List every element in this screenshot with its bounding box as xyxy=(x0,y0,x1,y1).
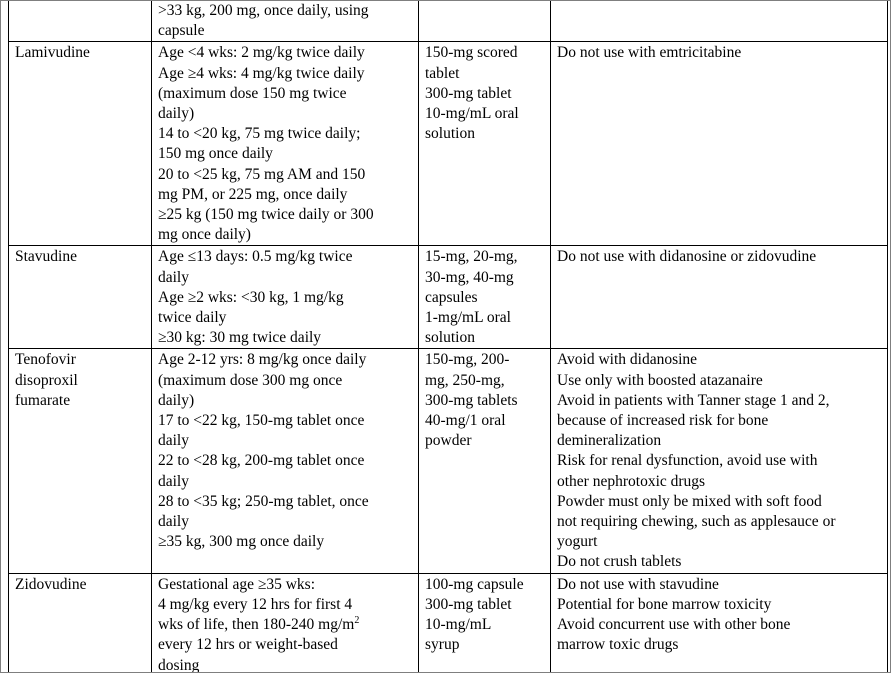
dosing-table xyxy=(8,0,888,673)
drug-name-cell xyxy=(9,0,152,42)
formulation-line: 150-mg scored xyxy=(425,44,518,62)
dosing-line: Age 2-12 yrs: 8 mg/kg once daily xyxy=(158,351,367,369)
dosing-cell xyxy=(152,573,419,673)
drug-name-cell xyxy=(9,42,152,246)
formulation-line: 10-mg/mL oral xyxy=(425,105,519,123)
formulation-cell xyxy=(419,349,551,573)
notes-cell xyxy=(551,573,888,673)
formulation-line: 150-mg, 200- xyxy=(425,351,510,369)
formulation-line: 30-mg, 40-mg xyxy=(425,268,514,286)
dosing-line: mg PM, or 225 mg, once daily xyxy=(158,185,348,203)
table-row xyxy=(9,0,888,42)
formulation-line: 1-mg/mL oral xyxy=(425,309,511,327)
dosing-cell xyxy=(152,0,419,42)
formulation-line: 100-mg capsule xyxy=(425,575,524,593)
formulation-cell xyxy=(419,42,551,246)
notes-line: Powder must only be mixed with soft food xyxy=(557,492,822,510)
notes-cell xyxy=(551,349,888,573)
notes-cell xyxy=(551,42,888,246)
formulation-line: solution xyxy=(425,329,475,347)
notes-line: Do not use with emtricitabine xyxy=(557,44,742,62)
table-row xyxy=(9,246,888,349)
drug-name-line: Lamivudine xyxy=(15,44,90,62)
formulation-line: 15-mg, 20-mg, xyxy=(425,248,518,266)
formulation-line: mg, 250-mg, xyxy=(425,371,505,389)
formulation-line: 300-mg tablet xyxy=(425,595,512,613)
dosing-line: 20 to <25 kg, 75 mg AM and 150 xyxy=(158,165,366,183)
notes-line: because of increased risk for bone xyxy=(557,412,769,430)
dosing-line: Age <4 wks: 2 mg/kg twice daily xyxy=(158,44,365,62)
dosing-line: Age ≥2 wks: <30 kg, 1 mg/kg xyxy=(158,288,344,306)
dosing-line: 28 to <35 kg; 250-mg tablet, once xyxy=(158,492,369,510)
dosing-line: every 12 hrs or weight-based xyxy=(158,636,338,654)
formulation-line: tablet xyxy=(425,64,460,82)
drug-name-line: fumarate xyxy=(15,391,71,409)
formulation-line: 300-mg tablets xyxy=(425,391,518,409)
dosing-line: ≥35 kg, 300 mg once daily xyxy=(158,533,325,551)
drug-name-line: disoproxil xyxy=(15,371,78,389)
dosing-line: Gestational age ≥35 wks: xyxy=(158,575,316,593)
dosing-line: daily xyxy=(158,472,189,490)
dosing-line: daily) xyxy=(158,391,195,409)
dosing-line: 150 mg once daily xyxy=(158,145,273,163)
formulation-line: syrup xyxy=(425,636,460,654)
dosing-line: ≥25 kg (150 mg twice daily or 300 xyxy=(158,206,374,224)
dosing-cell xyxy=(152,349,419,573)
notes-cell xyxy=(551,246,888,349)
drug-name-line: Tenofovir xyxy=(15,351,76,369)
notes-line: Avoid concurrent use with other bone xyxy=(557,616,791,634)
dosing-line: (maximum dose 150 mg twice xyxy=(158,84,347,102)
formulation-line: powder xyxy=(425,432,472,450)
table-row xyxy=(9,573,888,673)
dosing-line: 17 to <22 kg, 150-mg tablet once xyxy=(158,412,365,430)
notes-line: demineralization xyxy=(557,432,662,450)
dosing-line: Age ≤13 days: 0.5 mg/kg twice xyxy=(158,248,353,266)
formulation-line: 300-mg tablet xyxy=(425,84,512,102)
dosing-line: dosing xyxy=(158,656,200,673)
dosing-line: 14 to <20 kg, 75 mg twice daily; xyxy=(158,125,361,143)
notes-line: Do not use with stavudine xyxy=(557,575,719,593)
drug-name-line: Stavudine xyxy=(15,248,77,266)
notes-line: Do not crush tablets xyxy=(557,553,682,571)
formulation-line: 10-mg/mL xyxy=(425,616,492,634)
notes-line: not requiring chewing, such as applesauce or xyxy=(557,513,836,531)
dosing-line: (maximum dose 300 mg once xyxy=(158,371,343,389)
formulation-line: 40-mg/1 oral xyxy=(425,412,506,430)
dosing-line: 22 to <28 kg, 200-mg tablet once xyxy=(158,452,365,470)
notes-line: Potential for bone marrow toxicity xyxy=(557,595,772,613)
dosing-line: wks of life, then 180-240 $mg/m^2$ xyxy=(158,614,360,634)
dosing-table-body xyxy=(9,0,888,673)
notes-line: Do not use with didanosine or zidovudine xyxy=(557,248,817,266)
notes-line: Risk for renal dysfunction, avoid use with xyxy=(557,452,818,470)
dosing-line: daily xyxy=(158,432,189,450)
notes-line: Use only with boosted atazanaire xyxy=(557,371,763,389)
dosing-line: Age ≥4 wks: 4 mg/kg twice daily xyxy=(158,64,365,82)
formulation-cell xyxy=(419,0,551,42)
formulation-cell xyxy=(419,573,551,673)
dosing-line: twice daily xyxy=(158,309,227,327)
drug-name-line: Zidovudine xyxy=(15,575,87,593)
dosing-line: daily xyxy=(158,268,189,286)
notes-line: marrow toxic drugs xyxy=(557,636,679,654)
drug-name-cell xyxy=(9,349,152,573)
notes-line: yogurt xyxy=(557,533,598,551)
dosing-line: daily) xyxy=(158,105,195,123)
dosing-line: ≥30 kg: 30 mg twice daily xyxy=(158,329,322,347)
notes-line: other nephrotoxic drugs xyxy=(557,472,706,490)
drug-name-cell xyxy=(9,246,152,349)
dosing-line: mg once daily) xyxy=(158,226,251,244)
dosing-cell xyxy=(152,42,419,246)
table-row xyxy=(9,349,888,573)
notes-line: Avoid in patients with Tanner stage 1 and 2, xyxy=(557,391,830,409)
notes-line: Avoid with didanosine xyxy=(557,351,698,369)
dosing-line: 4 mg/kg every 12 hrs for first 4 xyxy=(158,595,353,613)
table-row xyxy=(9,42,888,246)
dosing-line: capsule xyxy=(158,22,205,40)
formulation-line: capsules xyxy=(425,288,478,306)
formulation-line: solution xyxy=(425,125,475,143)
drug-name-cell xyxy=(9,573,152,673)
dosing-line: >33 kg, 200 mg, once daily, using xyxy=(158,2,369,19)
dosing-line: daily xyxy=(158,513,189,531)
notes-cell xyxy=(551,0,888,42)
dosing-cell xyxy=(152,246,419,349)
formulation-cell xyxy=(419,246,551,349)
